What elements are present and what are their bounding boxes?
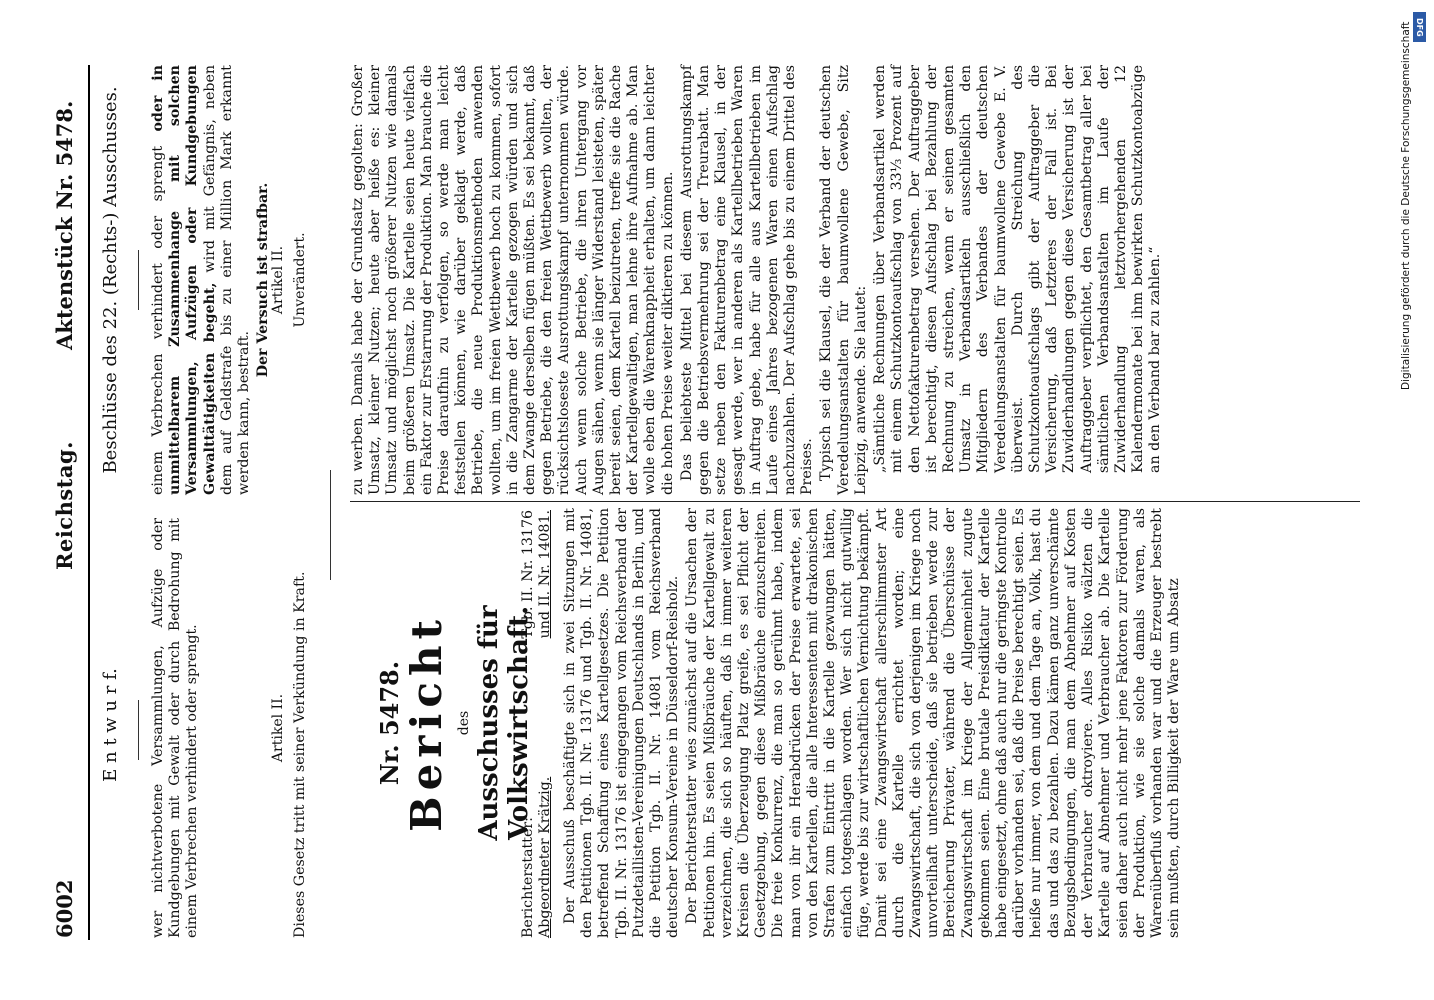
report-number: Nr. 5478. bbox=[375, 660, 404, 786]
beschluesse-text-bold: oder in unmittelbarem Zusammenhange mit solchen Versammlungen, Aufzügen oder Kundgebungen Gewalttätigkeiten begeht, bbox=[150, 64, 218, 495]
column-divider bbox=[350, 501, 1360, 502]
reference-block bbox=[520, 510, 554, 675]
dfg-logo: DFG bbox=[1413, 12, 1426, 42]
beschluesse-heading: Beschlüsse des 22. (Rechts-) Ausschusses. bbox=[100, 86, 121, 474]
beschluesse-paragraph bbox=[150, 65, 253, 495]
header-rule bbox=[88, 65, 90, 940]
reference-1: Tgb. II. Nr. 13176 bbox=[520, 510, 536, 639]
report-des: des bbox=[456, 710, 472, 736]
artikel-right-text: Unverändert. bbox=[292, 232, 308, 328]
reporter-label: Berichterstatter: bbox=[520, 817, 536, 938]
header-center: Reichstag. bbox=[52, 441, 77, 570]
col2-paragraph-1: zu werben. Damals habe der Grundsatz gegolten: Großer Umsatz, kleiner Nutzen; heute aber heiße es: kleiner Umsatz und möglichst noch größerer Nutzen wie damals beim größeren Umsatz. Die Kartelle seien heute vielfach ein Faktor zur Erstarrung der Produktion. Man brauche die Preise daraufhin zu verfolgen, so werde man leicht feststellen können, wie darüber geklagt werde, daß Betriebe, die neue Produktionsmethoden anwenden wollten, um im freien Wettbewerb hoch zu kommen, sofort in die Zangarme der Kartelle gezogen würden und sich dem Zwange derselben fügen müßten. Es sei bekannt, daß gegen Betriebe, die den freien Wettbewerb wollten, der rücksichtsloseste Ausrottungskampf unternommen würde. Auch wenn solche Betriebe, die ihren Untergang vor Augen sähen, wenn sie länger Widerstand leisteten, später bereit seien, dem Kartell beizutreten, treffe sie die Rache der Kartellgewaltigen, man lehne ihre Aufnahme ab. Man wolle eben die Warenknappheit erhalten, um dann leichter die hohen Preise weiter diktieren zu können. bbox=[350, 65, 676, 495]
rule-left bbox=[138, 700, 139, 760]
col1-paragraph-2: Der Berichterstatter wies zunächst auf die Ursachen der Petitionen hin. Es seien Mißbräuche der Kartellgewalt zu verzeichnen, die sich so häuften, daß in immer weiteren Kreisen die Überzeugung Platz greife, es sei Pflicht der Gesetzgebung, gegen diese Mißbräuche einzuschreiten. Die freie Konkurrenz, die man so gerühmt habe, indem man von ihr ein Herabdrücken der Preise erwartete, sei von den Kartellen, die alle Interessenten mit drakonischen Strafen zum Eintritt in die Kartelle gezwungen hätten, einfach totgeschlagen worden. Wer sich nicht gutwillig füge, werde bis zur wirtschaftlichen Vernichtung bekämpft. Damit sei eine Zwangswirtschaft allerschlimmster Art durch die Kartelle errichtet worden; eine Zwangswirtschaft, die sich von derjenigen im Kriege noch unvorteilhaft unterscheide, daß sie betrieben werde zur Bereicherung Privater, während die Überschüsse der Zwangswirtschaft im Kriege der Allgemeinheit zugute gekommen seien. Eine brutale Preisdiktatur der Kartelle habe eingesetzt, ohne daß auch nur die geringste Kontrolle darüber vorhanden sei, daß die Preise berechtigt seien. Es heiße nur immer, von dem und dem Tage an, Volk, hast du das und das zu bezahlen. Dazu kämen ganz unverschämte Bezugsbedingungen, die man dem Abnehmer auf Kosten der Verbraucher oktroyiere. Alles Risiko wälzten die Kartelle auf Abnehmer und Verbraucher ab. Die Kartelle seien daher auch nicht mehr jene Faktoren zur Förderung der Produktion, wie sie solche damals waren, als Warenüberfluß vorhanden war und die Erzeuger bestrebt sein mußten, durch Billigkeit der Ware um Absatz bbox=[684, 508, 1183, 938]
beschluesse-text-1: einem Verbrechen verhindert oder sprengt bbox=[150, 131, 166, 495]
report-subtitle: Ausschusses für Volkswirtschaft. bbox=[474, 605, 534, 841]
artikel-left-heading: Artikel II. bbox=[270, 693, 286, 763]
digitization-stamp bbox=[1400, 8, 1428, 1000]
col2-paragraph-3: Typisch sei die Klausel, die der Verband der deutschen Veredelungsanstalten für baumwollene Gewebe, Sitz Leipzig, anwende. Sie lautet: bbox=[818, 65, 869, 495]
beschluesse-text-2: wird mit Gefängnis, neben dem auf Geldstrafe bis zu einer Million Mark erkannt werden kann, bestraft. bbox=[201, 65, 253, 495]
report-title: Bericht bbox=[402, 614, 451, 832]
entwurf-text bbox=[150, 518, 204, 938]
versuch-strafbar: Der Versuch ist strafbar. bbox=[255, 182, 272, 378]
report-column-2 bbox=[350, 65, 1167, 495]
artikel-left-text: Dieses Gesetz tritt mit seiner Verkündung in Kraft. bbox=[292, 571, 308, 938]
rule-right bbox=[138, 250, 139, 310]
mid-rule bbox=[330, 470, 331, 580]
entwurf-heading: E n t w u r f. bbox=[100, 668, 121, 782]
beschluesse-text bbox=[150, 65, 274, 495]
page-number: 6002 bbox=[52, 879, 77, 938]
col2-paragraph-2: Das beliebteste Mittel bei diesem Ausrottungskampf gegen die Betriebsvermehrung sei der Treurabatt. Man setze neben den Fakturenbetrag eine Klausel, in der gesagt werde, wer in anderen als Kartellbetrieben Waren in Auftrag gebe, habe für alle aus Kartellbetrieben im Laufe eines Jahres bezogenen Waren einen Aufschlag nachzuzahlen. Der Aufschlag gehe bis zu einem Drittel des Preises. bbox=[678, 65, 816, 495]
col2-quote: „Sämtliche Rechnungen über Verbandsartikel werden mit einem Schutzkontoaufschlag von 33⅓ Prozent auf den Nettofakturenbetrag versehen. Der Auftraggeber ist berechtigt, diesen Aufschlag bei Bezahlung der Rechnung zu streichen, wenn er seinen gesamten Umsatz in Verbandsartikeln ausschließlich den Mitgliedern des Verbandes der deutschen Veredelungsanstalten für baumwollene Gewebe E. V. überweist. Durch Streichung des Schutzkontoaufschlags gibt der Auftraggeber die Versicherung, daß Letzteres der Fall ist. Bei Zuwiderhandlungen gegen diese Versicherung ist der Auftraggeber verpflichtet, den Gesamtbetrag aller bei sämtlichen Verbandsanstalten im Laufe der Zuwiderhandlung letztvorhergehenden 12 Kalendermonate bei ihm bewirkten Schutzkontoabzüge an den Verband bar zu zahlen.“ bbox=[872, 65, 1164, 473]
report-column-1 bbox=[562, 508, 1185, 938]
reference-2: und II. Nr. 14081. bbox=[537, 510, 554, 639]
artikel-right-heading: Artikel II. bbox=[270, 245, 286, 315]
header-right: Aktenstück Nr. 5478. bbox=[52, 100, 77, 350]
col1-paragraph-1: Der Ausschuß beschäftigte sich in zwei Sitzungen mit den Petitionen Tgb. II. Nr. 13176 und Tgb. II. Nr. 14081, betreffend Schaffung eines Kartellgesetzes. Die Petition Tgb. II. Nr. 13176 ist eingegangen vom Reichsverband der Putzdetaillisten-Vereinigungen Deutschlands in Berlin, und die Petition Tgb. II. Nr. 14081 vom Reichsverband deutscher Konsum-Vereine in Düsseldorf-Reisholz. bbox=[562, 508, 682, 938]
reporter-name: Abgeordneter Krätzig. bbox=[537, 776, 554, 938]
entwurf-paragraph: wer nichtverbotene Versammlungen, Aufzüge oder Kundgebungen mit Gewalt oder durch Bedrohung mit einem Verbrechen verhindert oder sprengt. bbox=[150, 518, 201, 938]
reporter-block bbox=[520, 738, 554, 938]
stamp-text: Digitalisierung gefördert durch die Deutsche Forschungsgemeinschaft bbox=[1400, 21, 1412, 390]
